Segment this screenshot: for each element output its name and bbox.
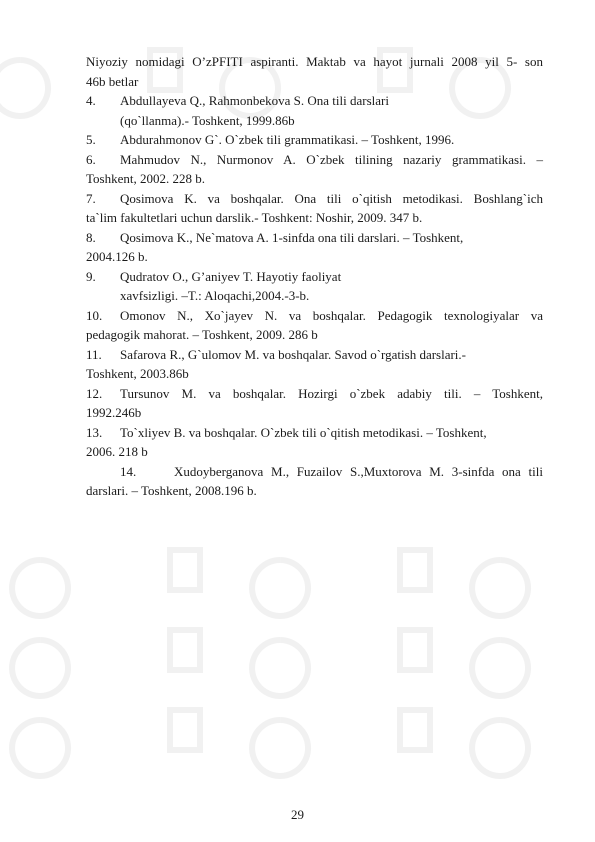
reference-text: 14. Xudoyberganova M., Fuzailov S.,Muxtorova M. 3-sinfda ona tili [86, 462, 543, 482]
reference-text: 9. Qudratov O., G’aniyev T. Hayotiy faoliyat [120, 267, 543, 287]
reference-text: 8. Qosimova K., Ne`matova A. 1-sinfda ona tili darslari. – Toshkent, [86, 228, 543, 248]
reference-item [86, 130, 543, 150]
reference-item: 4. Abdullayeva Q., Rahmonbekova S. Ona tili darslari (qo`llanma).- Toshkent, 1999.86b [86, 91, 543, 130]
reference-text: 13. To`xliyev B. va boshqalar. O`zbek tili o`qitish metodikasi. – Toshkent, [86, 423, 543, 443]
reference-text: 7. Qosimova K. va boshqalar. Ona tili o`qitish metodikasi. Boshlang`ich [86, 189, 543, 209]
reference-text: Abdurahmonov G`. O`zbek tili grammatikasi. – Toshkent, 1996. [120, 132, 455, 147]
intro-line-1: Niyoziy nomidagi O’zPFITI aspiranti. Maktab va hayot jurnali 2008 yil 5- son [86, 54, 543, 69]
reference-text: 4. Abdullayeva Q., Rahmonbekova S. Ona tili darslari [120, 91, 543, 111]
intro-line-2: 46b betlar [86, 73, 139, 89]
reference-number: 10. [86, 307, 103, 323]
reference-number: 9. [86, 268, 96, 284]
reference-number: 4. [86, 93, 96, 108]
reference-text: 6. Mahmudov N., Nurmonov A. O`zbek tilining nazariy grammatikasi. – [86, 150, 543, 170]
reference-item: 7. Qosimova K. va boshqalar. Ona tili o`qitish metodikasi. Boshlang`ich ta`lim fakultetlari uchun darslik.- Toshkent: Noshir, 2009. 347 b. [86, 190, 543, 225]
reference-item: 12. Tursunov M. va boshqalar. Hozirgi o`zbek adabiy tili. – Toshkent, 1992.246b [86, 385, 543, 420]
reference-item: 14. Xudoyberganova M., Fuzailov S.,Muxtorova M. 3-sinfda ona tili darslari. – Toshkent, 2008.196 b. [86, 463, 543, 498]
reference-number: 8. [86, 229, 96, 245]
reference-number: 7. [86, 190, 96, 206]
reference-number: 5. [86, 132, 96, 147]
reference-item: 11. Safarova R., G`ulomov M. va boshqalar. Savod o`rgatish darslari.- Toshkent, 2003.86b [86, 345, 543, 384]
reference-number: 13. [86, 424, 103, 440]
reference-item: 6. Mahmudov N., Nurmonov A. O`zbek tilining nazariy grammatikasi. – Toshkent, 2002. 228 b. [86, 151, 543, 186]
reference-number: 6. [86, 151, 96, 167]
reference-number: 12. [86, 385, 103, 401]
reference-number: 14. [120, 463, 137, 479]
reference-text: 11. Safarova R., G`ulomov M. va boshqalar. Savod o`rgatish darslari.- [86, 345, 543, 365]
reference-text: 10. Omonov N., Xo`jayev N. va boshqalar. Pedagogik texnologiyalar va [86, 306, 543, 326]
reference-item: 10. Omonov N., Xo`jayev N. va boshqalar. Pedagogik texnologiyalar va pedagogik mahorat. – Toshkent, 2009. 286 b [86, 307, 543, 342]
document-body [86, 52, 543, 501]
reference-item: 8. Qosimova K., Ne`matova A. 1-sinfda ona tili darslari. – Toshkent, 2004.126 b. [86, 228, 543, 267]
reference-number: 11. [86, 346, 102, 362]
page-number: 29 [291, 807, 304, 822]
reference-item: 9. Qudratov O., G’aniyev T. Hayotiy faoliyat xavfsizligi. –T.: Aloqachi,2004.-3-b. [86, 267, 543, 306]
reference-item: 13. To`xliyev B. va boshqalar. O`zbek tili o`qitish metodikasi. – Toshkent, 2006. 218 b [86, 423, 543, 462]
reference-text: 12. Tursunov M. va boshqalar. Hozirgi o`zbek adabiy tili. – Toshkent, [86, 384, 543, 404]
